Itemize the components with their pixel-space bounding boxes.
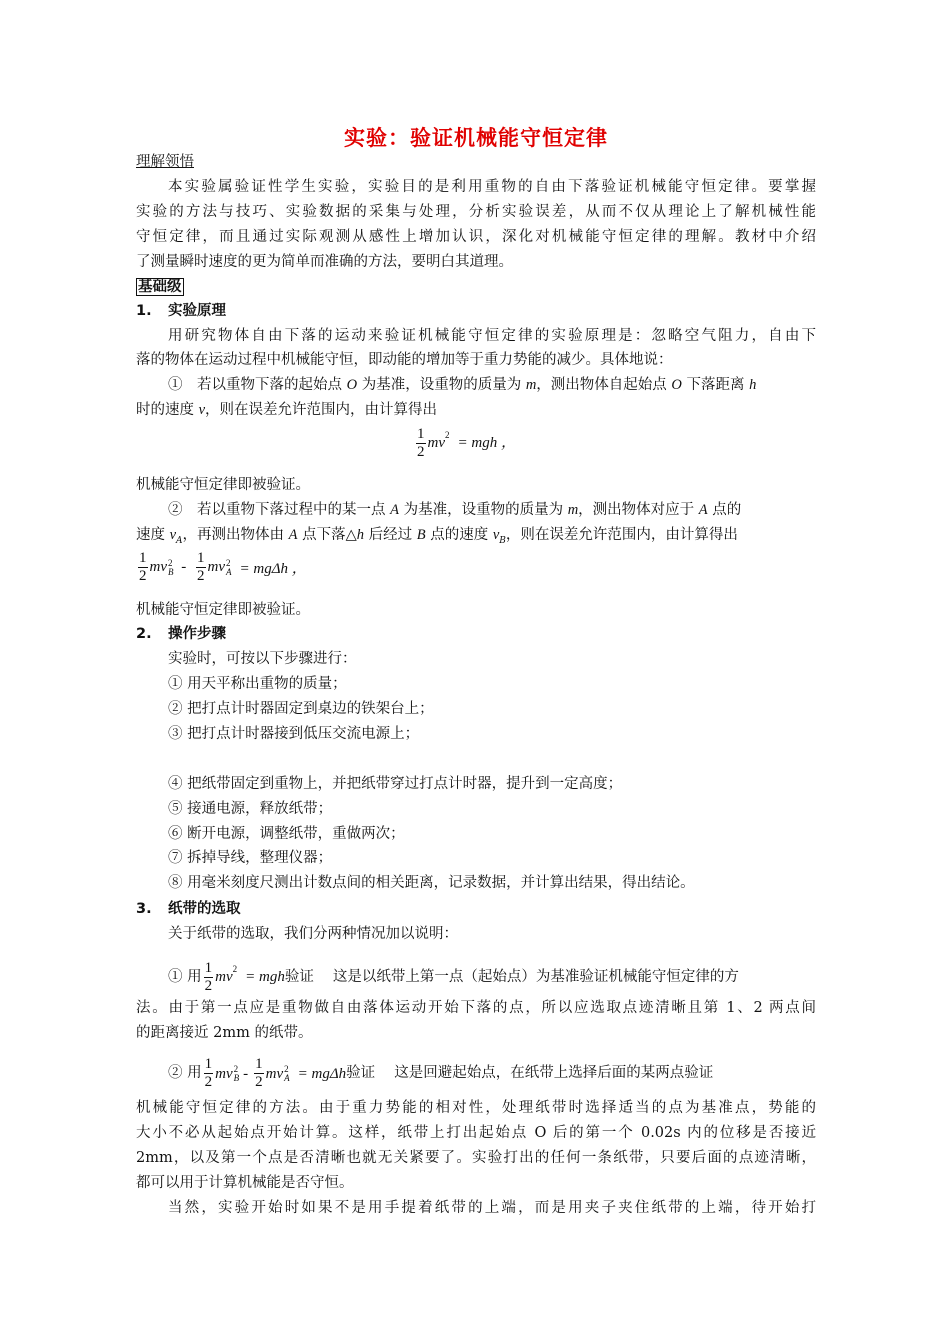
understanding-heading: 理解领悟 bbox=[136, 154, 194, 170]
section-2-number: 2. bbox=[136, 626, 152, 642]
section-3-number: 3. bbox=[136, 901, 152, 917]
principle-line-1: 用研究物体自由下落的运动来验证机械能守恒定律的实验原理是：忽略空气阻力，自由下 bbox=[168, 328, 816, 344]
section-2-title: 操作步骤 bbox=[168, 626, 226, 642]
level-badge: 基础级 bbox=[138, 279, 182, 295]
page-title: 实验：验证机械能守恒定律 bbox=[344, 125, 608, 150]
steps-intro: 实验时，可按以下步骤进行： bbox=[168, 651, 357, 667]
tape-last-line: 当然，实验开始时如果不是用手提着纸带的上端，而是用夹子夹住纸带的上端，待开始打 bbox=[168, 1200, 816, 1216]
principle-conclusion-2: 机械能守恒定律即被验证。 bbox=[136, 602, 310, 618]
tape-case-2-line-2: 机械能守恒定律的方法。由于重力势能的相对性，处理纸带时选择适当的点为基准点，势能的 bbox=[136, 1100, 816, 1116]
step-item: ⑧ 用毫米刻度尺测出计数点间的相关距离，记录数据，并计算出结果，得出结论。 bbox=[168, 875, 695, 891]
section-3-title: 纸带的选取 bbox=[168, 901, 241, 917]
section-1-title: 实验原理 bbox=[168, 303, 226, 319]
understanding-line-4: 了测量瞬时速度的更为简单而准确的方法，要明白其道理。 bbox=[136, 254, 513, 270]
formula-energy-2: $\frac{1}{2}$ mv 2 B - $\frac{1}{2}$ mv 2 A = mgΔh ， bbox=[139, 550, 307, 584]
section-1-heading bbox=[136, 299, 226, 323]
principle-conclusion-1: 机械能守恒定律即被验证。 bbox=[136, 477, 310, 493]
section-3-heading bbox=[136, 897, 241, 921]
step-item: ⑤ 接通电源，释放纸带； bbox=[168, 801, 333, 817]
principle-item-2: ② 若以重物下落过程中的某一点 A 为基准，设重物的质量为 m，测出物体对应于 A 点的 bbox=[168, 502, 742, 518]
step-item: ⑦ 拆掉导线，整理仪器； bbox=[168, 850, 333, 866]
tape-case-1-line-2: 法。由于第一点应是重物做自由落体运动开始下落的点，所以应选取点迹清晰且第 1、2 两点间 bbox=[136, 1000, 816, 1016]
step-item: ② 把打点计时器固定到桌边的铁架台上； bbox=[168, 701, 434, 717]
step-item: ⑥ 断开电源，调整纸带，重做两次； bbox=[168, 826, 405, 842]
principle-item-1: ① 若以重物下落的起始点 O 为基准，设重物的质量为 m，测出物体自起始点 O 下落距离 h bbox=[168, 377, 757, 393]
formula-energy-1: $\frac{1}{2}$ $mv^2$ = mgh ， bbox=[417, 426, 516, 460]
tape-intro: 关于纸带的选取，我们分两种情况加以说明： bbox=[168, 926, 458, 942]
tape-case-2-line-5: 都可以用于计算机械能是否守恒。 bbox=[136, 1175, 354, 1191]
tape-case-1: ① 用 $\frac{1}{2}$ $mv^2$ = mgh验证 这是以纸带上第一点（起始点）为基准验证机械能守恒定律的方 bbox=[168, 960, 739, 995]
step-item: ③ 把打点计时器接到低压交流电源上； bbox=[168, 726, 420, 742]
tape-case-1-line-3: 的距离接近 2mm 的纸带。 bbox=[136, 1025, 313, 1041]
section-1-number: 1. bbox=[136, 303, 152, 319]
principle-line-2: 落的物体在运动过程中机械能守恒，即动能的增加等于重力势能的减少。具体地说： bbox=[136, 352, 673, 368]
tape-case-2-line-3: 大小不必从起始点开始计算。这样，纸带上打出起始点 O 后的第一个 0.02s 内的位移是否接近 bbox=[136, 1125, 816, 1141]
tape-case-2: ② 用 $\frac{1}{2}$ mv 2 B - $\frac{1}{2}$ mv 2 A = mgΔh验证 这是回避起始点，在纸带上选择后面的某两点验证 bbox=[168, 1056, 714, 1090]
tape-case-2-line-4: 2mm，以及第一个点是否清晰也就无关紧要了。实验打出的任何一条纸带，只要后面的点迹清晰， bbox=[136, 1150, 816, 1166]
section-2-heading bbox=[136, 622, 226, 646]
understanding-line-1: 本实验属验证性学生实验，实验目的是利用重物的自由下落验证机械能守恒定律。要掌握 bbox=[168, 179, 816, 195]
step-item: ① 用天平称出重物的质量； bbox=[168, 676, 347, 692]
principle-item-1-cont: 时的速度 v，则在误差允许范围内，由计算得出 bbox=[136, 402, 438, 418]
understanding-line-3: 守恒定律，而且通过实际观测从感性上增加认识，深化对机械能守恒定律的理解。教材中介绍 bbox=[136, 229, 816, 245]
understanding-line-2: 实验的方法与技巧、实验数据的采集与处理，分析实验误差，从而不仅从理论上了解机械性能 bbox=[136, 204, 816, 220]
step-item: ④ 把纸带固定到重物上，并把纸带穿过打点计时器，提升到一定高度； bbox=[168, 776, 623, 792]
principle-item-2-cont: 速度 $v_A$，再测出物体由 A 点下落△h 后经过 B 点的速度 $v_B$，则在误差允许范围内，由计算得出 bbox=[136, 527, 738, 546]
